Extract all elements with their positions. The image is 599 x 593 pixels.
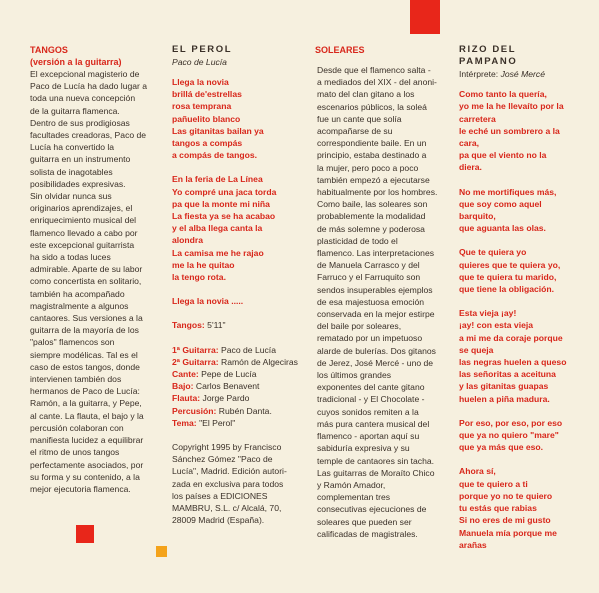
stanza-line: carretera [459, 113, 496, 124]
tangos-line: originarios aprendizajes, el [30, 203, 133, 214]
soleares-line: también empezó a ejecutarse [317, 174, 430, 185]
soleares-line: alarde de bulerías. Dos gitanos [317, 345, 436, 356]
credit-line [172, 344, 300, 356]
stanza-line: las negras huelen a queso [459, 357, 567, 368]
stanza-line: diera. [459, 162, 482, 173]
verse-line: Las gitanitas bailan ya [172, 125, 264, 136]
rizo-stanzas [459, 88, 599, 551]
el-perol-subtitle: Paco de Lucía [172, 57, 227, 67]
copyright-line: zada en exclusiva para todos [172, 478, 284, 489]
tangos-line: como concertista en solitario, [30, 276, 142, 287]
stanza-line: Por eso, por eso, por eso [459, 417, 563, 428]
el-perol-verse-3: Llega la novia ..... [172, 296, 244, 307]
stanza-line: que ya más que eso. [459, 442, 544, 453]
el-perol-copyright [172, 441, 300, 526]
stanza-line: a mi me da coraje porque [459, 332, 563, 343]
soleares-line: del baile por soleares, [317, 321, 402, 332]
credit-label: Cante: [172, 369, 199, 380]
tangos-line: también ha acompañado [30, 288, 125, 299]
soleares-line: principio, estaba destinado a [317, 150, 427, 161]
column-rizo-del-pampano [459, 44, 599, 551]
performer-label: Intérprete: [459, 69, 499, 79]
stanza-line: Esta vieja ¡ay! [459, 308, 517, 319]
stanza-line: las señoritas a aceituna [459, 369, 556, 380]
verse-line: me la he quitao [172, 259, 235, 270]
performer-name: José Mercé [500, 69, 545, 79]
soleares-line: rematado por un impetuoso [317, 333, 423, 344]
soleares-line: fue un cante que solía [317, 113, 402, 124]
tangos-title: TANGOS [30, 45, 68, 55]
verse-line: alondra [172, 235, 204, 246]
soleares-line: conservada en la mejor estirpe [317, 309, 435, 320]
red-square-bottom [76, 525, 94, 543]
stanza-line: Si no eres de mi gusto [459, 515, 551, 526]
soleares-line: de más solemne y poderosa [317, 223, 425, 234]
orange-square-bottom [156, 546, 167, 557]
tangos-line: Dentro de sus prodigiosas [30, 117, 130, 128]
credit-label: Tema: [172, 417, 197, 428]
el-perol-verse-2 [172, 173, 300, 283]
stanza-line: Que te quiera yo [459, 247, 527, 258]
soleares-line: flamenco - aportan aquí su [317, 431, 420, 442]
credit-value: Pepe de Lucía [198, 369, 257, 380]
soleares-line: temple de cantaores sin tacha. [317, 455, 435, 466]
stanza-line: se queja [459, 344, 494, 355]
soleares-line: Como baile, las soleares son [317, 199, 428, 210]
soleares-line: habitualmente por los hombres. [317, 187, 438, 198]
soleares-line: sendos insuperables ejemplos [317, 284, 433, 295]
tangos-line: Sin olvidar nunca sus [30, 191, 112, 202]
verse-line: En la feria de La Línea [172, 174, 263, 185]
soleares-line: y Ramón Amador, [317, 479, 386, 490]
tangos-line: flamenco llevado a cabo por [30, 227, 138, 238]
column-el-perol [172, 44, 300, 527]
soleares-line: más pura cantera musical del [317, 418, 430, 429]
verse-line: brillá de'estrellas [172, 89, 242, 100]
soleares-line: complementan tres [317, 492, 391, 503]
credit-value: "El Perol" [196, 417, 236, 428]
stanza-line: que soy como aquel [459, 198, 542, 209]
soleares-line: escenarios públicos, la soleá [317, 101, 427, 112]
soleares-line: Desde que el flamenco salta - [317, 65, 431, 75]
soleares-line: a mediados del XIX - del anoni- [317, 77, 437, 88]
soleares-line: los últimos grandes [317, 370, 392, 381]
column-tangos [30, 44, 156, 495]
soleares-line: soleares que pueden ser [317, 516, 412, 527]
verse-line: la tengo rota. [172, 272, 226, 283]
tangos-line: de la guitarra flamenca. [30, 105, 120, 116]
verse-line: La camisa me he rajao [172, 247, 264, 258]
soleares-line: plasticidad de todo el [317, 235, 398, 246]
copyright-line: MAMBRU, S.L. c/ Alcalá, 70, [172, 503, 282, 514]
stanza-line: que aguanta las olas. [459, 223, 546, 234]
stanza-line: porque yo no te quiero [459, 490, 553, 501]
soleares-line: Las guitarras de Moraíto Chico [317, 467, 435, 478]
column-soleares [315, 44, 443, 540]
tangos-line: facultades creadoras, Paco de [30, 130, 147, 141]
tangos-line: mejor ejecutoria flamenca. [30, 483, 131, 494]
verse-line: rosa temprana [172, 101, 232, 112]
soleares-line: de Manuela Carrasco y del [317, 260, 420, 271]
tangos-line: Ramón, a la guitarra, y Pepe, [30, 398, 142, 409]
tangos-line: solista de inagotables [30, 166, 113, 177]
duration-value: 5'11" [207, 320, 226, 331]
credit-line [172, 380, 300, 392]
stanza-line: pa que el viento no la [459, 150, 547, 161]
soleares-line: exponentes del cante gitano [317, 382, 425, 393]
credit-label: 2ª Guitarra: [172, 356, 219, 367]
stanza-line: y las gitanitas guapas [459, 381, 549, 392]
tangos-line: Lucía ha convertido la [30, 142, 115, 153]
tangos-subtitle: (versión a la guitarra) [30, 57, 122, 67]
stanza-line: arañas [459, 539, 487, 550]
credit-line [172, 392, 300, 404]
tangos-line: percusión colaboran con [30, 422, 124, 433]
soleares-line: mato del clan gitano a los [317, 89, 415, 100]
soleares-line: flamenco. Las interpretaciones [317, 248, 435, 259]
tangos-line: su forma y su contenido, a la [30, 471, 140, 482]
stanza-line: ¡ay! con esta vieja [459, 320, 534, 331]
tangos-line: toda una nueva concepción [30, 93, 136, 104]
tangos-line: magistralmente a algunos [30, 300, 129, 311]
rizo-stanza [459, 246, 599, 295]
tangos-line: hermanos de Paco de Lucía: [30, 386, 140, 397]
tangos-line: posibilidades expresivas. [30, 178, 126, 189]
credit-line [172, 368, 300, 380]
soleares-line: Farruco y el Farruquito son [317, 272, 421, 283]
verse-line: pa que la monte mi niña [172, 198, 270, 209]
credit-value: Paco de Lucía [218, 344, 276, 355]
copyright-line: 28009 Madrid (España). [172, 515, 265, 526]
credit-line [172, 356, 300, 368]
soleares-line: calificadas de magistrales. [317, 528, 418, 539]
credit-value: Jorge Pardo [200, 393, 250, 404]
tangos-line: guitarra en un instrumento [30, 154, 131, 165]
tangos-line: guitarra de la mayoría de los [30, 325, 139, 336]
tangos-line: cantaores. Sus versiones a la [30, 313, 143, 324]
credit-label: Flauta: [172, 393, 201, 404]
soleares-line: la mujer, pero poco a poco [317, 162, 419, 173]
el-perol-credits [172, 344, 300, 429]
tangos-line: Paco de Lucía ha dado lugar a [30, 81, 148, 92]
credit-label: Percusión: [172, 405, 217, 416]
rizo-title-line-1: RIZO DEL [459, 44, 517, 55]
stanza-line: que ya no quiero "mare" [459, 430, 559, 441]
rizo-title-line-2: PAMPANO [459, 56, 518, 67]
soleares-line: cuyos sonidos remiten a la [317, 406, 419, 417]
soleares-title: SOLEARES [315, 45, 365, 55]
verse-line: y el alba llega canta la [172, 223, 263, 234]
tangos-line: admirable. Aparte de su labor [30, 264, 143, 275]
credit-label: Bajo: [172, 381, 194, 392]
stanza-line: tu estás que rabias [459, 503, 537, 514]
copyright-line: Lucía", Madrid. Edición autori- [172, 466, 287, 477]
tangos-line: caso de estos tangos, donde [30, 361, 140, 372]
credit-value: Rubén Danta. [216, 405, 272, 416]
soleares-line: de esa majestuosa emoción [317, 296, 425, 307]
el-perol-title: EL PEROL [172, 44, 233, 55]
soleares-body [315, 64, 443, 540]
rizo-stanza [459, 417, 599, 454]
soleares-line: de Jerez, José Mercé - uno de [317, 357, 434, 368]
verse-line: Yo compré una jaca torda [172, 186, 277, 197]
copyright-line: Sánchez Gómez "Paco de [172, 454, 273, 465]
copyright-line: Copyright 1995 by Francisco [172, 442, 282, 453]
rizo-stanza [459, 465, 599, 550]
stanza-line: Como tanto la quería, [459, 89, 547, 100]
stanza-line: barquito, [459, 211, 496, 222]
stanza-line: Manuela mía porque me [459, 527, 557, 538]
stanza-line: quieres que te quiera yo, [459, 259, 561, 270]
soleares-line: acompañarse de su [317, 126, 393, 137]
credit-value: Carlos Benavent [193, 381, 260, 392]
soleares-line: correspondiente baile. En un [317, 138, 427, 149]
soleares-line: sabiduría expresiva y su [317, 443, 410, 454]
el-perol-verse-1 [172, 76, 300, 161]
verse-line: pañuelito blanco [172, 113, 241, 124]
tangos-line: el ritmo de unos tangos [30, 447, 120, 458]
soleares-line: probablemente la modalidad [317, 211, 426, 222]
verse-line: a compás de tangos. [172, 150, 258, 161]
stanza-line: No me mortifiques más, [459, 186, 557, 197]
rizo-stanza [459, 307, 599, 405]
tangos-line: enriquecimiento musical del [30, 215, 137, 226]
verse-line: La fiesta ya se ha acabao [172, 211, 276, 222]
credit-value: Ramón de Algeciras [218, 356, 298, 367]
stanza-line: le eché un sombrero a la [459, 125, 560, 136]
stanza-line: huelen a piña madura. [459, 393, 550, 404]
tangos-line: este excepcional guitarrista [30, 239, 135, 250]
stanza-line: Ahora sí, [459, 466, 496, 477]
tangos-line: perfectamente asociados, por [30, 459, 144, 470]
stanza-line: que tiene la obligación. [459, 284, 555, 295]
stanza-line: cara, [459, 138, 480, 149]
rizo-performer [459, 68, 599, 80]
stanza-line: que te quiero a ti [459, 478, 528, 489]
rizo-stanza [459, 88, 599, 173]
credit-line [172, 417, 300, 429]
soleares-line: tradicional - y El Chocolate - [317, 394, 425, 405]
rizo-stanza [459, 186, 599, 235]
tangos-line: El excepcional magisterio de [30, 69, 140, 79]
credit-label: 1ª Guitarra: [172, 344, 219, 355]
credit-line [172, 405, 300, 417]
tangos-line: intervienen también dos [30, 374, 122, 385]
el-perol-duration [172, 319, 300, 331]
tangos-line: "palos" flamencos son [30, 337, 115, 348]
copyright-line: los países a EDICIONES [172, 490, 268, 501]
stanza-line: que te quiera tu marido, [459, 271, 557, 282]
tangos-line: al cante. La flauta, el bajo y la [30, 410, 144, 421]
tangos-line: manifiesta lucidez a equilibrar [30, 435, 144, 446]
tangos-body [30, 68, 156, 495]
stanza-line: yo me la he llevaíto por la [459, 101, 564, 112]
verse-line: tangos a compás [172, 138, 243, 149]
tangos-line: siempre modélicas. Tal es el [30, 349, 138, 360]
duration-label: Tangos: [172, 320, 205, 331]
red-square-top [410, 0, 440, 34]
soleares-line: consecutivas ejecuciones de [317, 504, 427, 515]
verse-line: Llega la novia [172, 77, 229, 87]
tangos-line: ha sido a todas luces [30, 252, 111, 263]
